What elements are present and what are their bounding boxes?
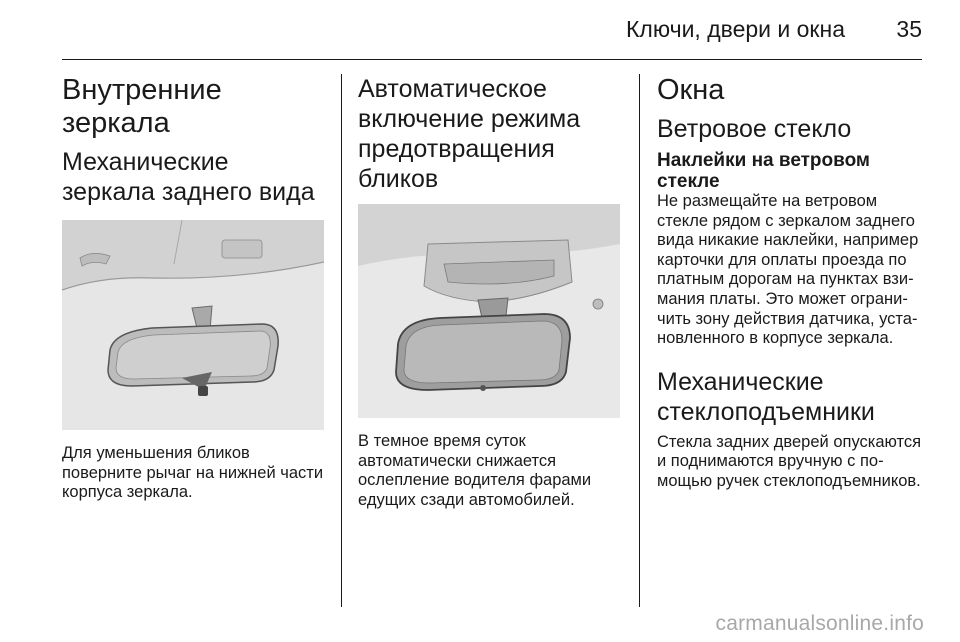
running-header: Ключи, двери и окна [626,16,845,42]
subsection-title: Механические зеркала заднего вида [62,148,315,206]
section-title: Внутренние зеркала [62,74,222,139]
section-title: Окна [657,74,725,106]
page-number: 35 [896,16,922,42]
mirror-illustration [62,220,324,430]
column-1 [62,74,327,503]
figure-caption: В темное время суток автоматически снижается ослепление водителя фарами едущих сзади автомобилей. [358,432,592,509]
section-title: Автоматическое включение режима предотвращения бликов [358,75,581,193]
subsection-heading: Наклейки на ветровом стекле [657,150,870,192]
column-divider [639,74,640,607]
body-text: Не размещайте на ветровом стекле рядом с зеркалом заднего вида никакие наклейки, например карточки для оплаты проезда по платным дорогам на пунктах взимания платы. Это может ограничить зону действия датчика, установленного в корпусе зеркала. [657,192,919,348]
watermark: carmanualsonline.info [715,612,924,635]
header-rule [62,59,922,60]
auto-dimming-mirror-illustration [358,204,620,418]
subsection-title: Механические стеклоподъемники [657,367,875,426]
column-2 [358,74,624,510]
column-divider [341,74,342,607]
body-text: Стекла задних дверей опускаются и поднимаются вручную с помощью ручек стеклоподъемников. [657,432,922,490]
figure-caption: Для уменьшения бликов поверните рычаг на нижней части корпуса зеркала. [62,444,324,502]
column-3 [657,74,925,492]
subsection-title: Ветровое стекло [657,115,852,143]
